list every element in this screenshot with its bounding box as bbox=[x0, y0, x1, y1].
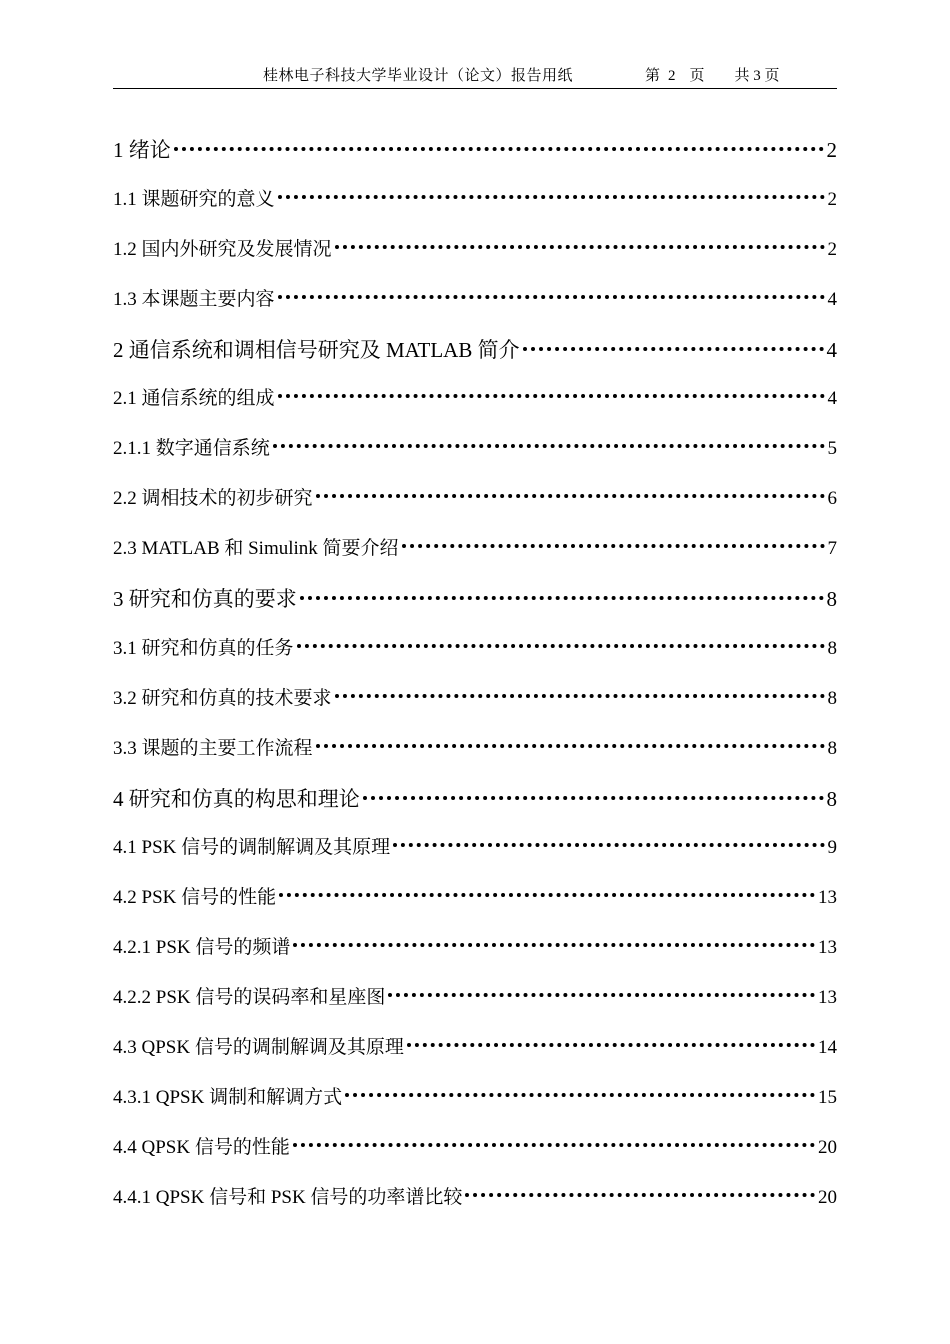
toc-dot-leader bbox=[278, 295, 825, 299]
toc-entry[interactable] bbox=[113, 631, 837, 681]
toc-entry[interactable] bbox=[113, 431, 837, 481]
toc-entry-title: 4.2.2 PSK 信号的误码率和星座图 bbox=[113, 987, 386, 1009]
toc-entry[interactable] bbox=[113, 1080, 837, 1130]
toc-entry-page-number: 4 bbox=[827, 388, 837, 410]
toc-dot-leader bbox=[273, 444, 825, 448]
header-page-prefix: 第 bbox=[645, 68, 661, 84]
header-page-suffix: 页 bbox=[689, 68, 705, 84]
toc-entry-page-number: 8 bbox=[827, 637, 837, 659]
toc-dot-leader bbox=[316, 744, 825, 748]
toc-entry-page-number: 20 bbox=[818, 1136, 837, 1158]
toc-dot-leader bbox=[523, 347, 824, 351]
toc-dot-leader bbox=[363, 796, 824, 800]
toc-dot-leader bbox=[293, 1143, 815, 1147]
toc-dot-leader bbox=[316, 494, 825, 498]
toc-entry-page-number: 20 bbox=[818, 1186, 837, 1208]
toc-entry[interactable] bbox=[113, 332, 837, 382]
toc-dot-leader bbox=[402, 544, 825, 548]
toc-entry-page-number: 4 bbox=[827, 288, 837, 310]
toc-dot-leader bbox=[300, 596, 824, 600]
toc-entry[interactable] bbox=[113, 930, 837, 980]
header-title: 桂林电子科技大学毕业设计（论文）报告用纸 bbox=[263, 68, 574, 84]
toc-entry-title: 2.1.1 数字通信系统 bbox=[113, 438, 270, 460]
toc-dot-leader bbox=[393, 843, 824, 847]
page-header bbox=[113, 64, 837, 89]
toc-dot-leader bbox=[279, 893, 815, 897]
toc-entry-page-number: 8 bbox=[827, 687, 837, 709]
toc-entry[interactable] bbox=[113, 980, 837, 1030]
toc-entry-title: 2.3 MATLAB 和 Simulink 简要介绍 bbox=[113, 538, 399, 560]
toc-entry[interactable] bbox=[113, 830, 837, 880]
toc-entry-title: 4.2.1 PSK 信号的频谱 bbox=[113, 937, 291, 959]
toc-entry[interactable] bbox=[113, 781, 837, 831]
toc-entry-page-number: 6 bbox=[827, 488, 837, 510]
toc-dot-leader bbox=[335, 694, 825, 698]
toc-entry-title: 4.4 QPSK 信号的性能 bbox=[113, 1136, 290, 1158]
toc-entry-page-number: 15 bbox=[818, 1086, 837, 1108]
toc-entry-title: 4.1 PSK 信号的调制解调及其原理 bbox=[113, 837, 391, 859]
toc-entry-page-number: 13 bbox=[818, 987, 837, 1009]
toc-dot-leader bbox=[345, 1093, 815, 1097]
toc-entry[interactable] bbox=[113, 381, 837, 431]
toc-dot-leader bbox=[278, 394, 825, 398]
toc-entry-title: 3 研究和仿真的要求 bbox=[113, 587, 297, 612]
toc-entry-page-number: 13 bbox=[818, 887, 837, 909]
toc-entry-page-number: 2 bbox=[826, 138, 837, 162]
toc-entry-title: 4.2 PSK 信号的性能 bbox=[113, 887, 277, 909]
toc-entry[interactable] bbox=[113, 531, 837, 581]
toc-entry[interactable] bbox=[113, 1180, 837, 1230]
toc-entry-page-number: 8 bbox=[827, 737, 837, 759]
toc-entry-title: 3.3 课题的主要工作流程 bbox=[113, 737, 313, 759]
toc-dot-leader bbox=[407, 1043, 815, 1047]
toc-entry-page-number: 2 bbox=[827, 238, 837, 260]
toc-entry[interactable] bbox=[113, 880, 837, 930]
toc-entry-title: 3.2 研究和仿真的技术要求 bbox=[113, 687, 332, 709]
toc-entry-page-number: 4 bbox=[826, 337, 837, 362]
toc-dot-leader bbox=[297, 644, 825, 648]
toc-entry-title: 1.2 国内外研究及发展情况 bbox=[113, 238, 332, 260]
toc-entry-title: 1 绪论 bbox=[113, 138, 171, 162]
toc-dot-leader bbox=[335, 245, 825, 249]
toc-entry[interactable] bbox=[113, 182, 837, 232]
toc-entry-page-number: 8 bbox=[826, 587, 837, 612]
toc-entry[interactable] bbox=[113, 232, 837, 282]
toc-entry[interactable] bbox=[113, 681, 837, 731]
header-page-number: 2 bbox=[668, 68, 676, 84]
toc-dot-leader bbox=[278, 195, 825, 199]
header-page-info bbox=[645, 64, 780, 88]
toc-entry[interactable] bbox=[113, 581, 837, 631]
toc-entry-page-number: 14 bbox=[818, 1037, 837, 1059]
toc-entry[interactable] bbox=[113, 481, 837, 531]
toc-entry-page-number: 5 bbox=[827, 438, 837, 460]
toc-entry-title: 2.2 调相技术的初步研究 bbox=[113, 488, 313, 510]
toc-entry-page-number: 8 bbox=[826, 786, 837, 811]
toc-entry-title: 1.3 本课题主要内容 bbox=[113, 288, 275, 310]
toc-entry-title: 4.3.1 QPSK 调制和解调方式 bbox=[113, 1086, 343, 1108]
toc-dot-leader bbox=[174, 147, 824, 151]
toc-entry-page-number: 2 bbox=[827, 188, 837, 210]
toc-entry-page-number: 13 bbox=[818, 937, 837, 959]
toc-entry[interactable] bbox=[113, 282, 837, 332]
toc-entry-title: 2 通信系统和调相信号研究及 MATLAB 简介 bbox=[113, 337, 520, 362]
toc-entry-page-number: 7 bbox=[827, 538, 837, 560]
toc-dot-leader bbox=[388, 993, 815, 997]
toc-dot-leader bbox=[465, 1193, 815, 1197]
toc-entry-title: 3.1 研究和仿真的任务 bbox=[113, 637, 294, 659]
toc-entry-page-number: 9 bbox=[827, 837, 837, 859]
toc-entry-title: 4.4.1 QPSK 信号和 PSK 信号的功率谱比较 bbox=[113, 1186, 463, 1208]
toc-entry[interactable] bbox=[113, 1030, 837, 1080]
toc-entry-title: 4 研究和仿真的构思和理论 bbox=[113, 786, 360, 811]
header-total-pages: 共 3 页 bbox=[734, 68, 780, 84]
toc-entry[interactable] bbox=[113, 132, 837, 182]
toc-entry[interactable] bbox=[113, 731, 837, 781]
toc-entry-title: 4.3 QPSK 信号的调制解调及其原理 bbox=[113, 1037, 404, 1059]
toc-entry-title: 1.1 课题研究的意义 bbox=[113, 188, 275, 210]
table-of-contents bbox=[113, 132, 837, 1230]
toc-entry[interactable] bbox=[113, 1130, 837, 1180]
toc-entry-title: 2.1 通信系统的组成 bbox=[113, 388, 275, 410]
toc-dot-leader bbox=[293, 943, 815, 947]
